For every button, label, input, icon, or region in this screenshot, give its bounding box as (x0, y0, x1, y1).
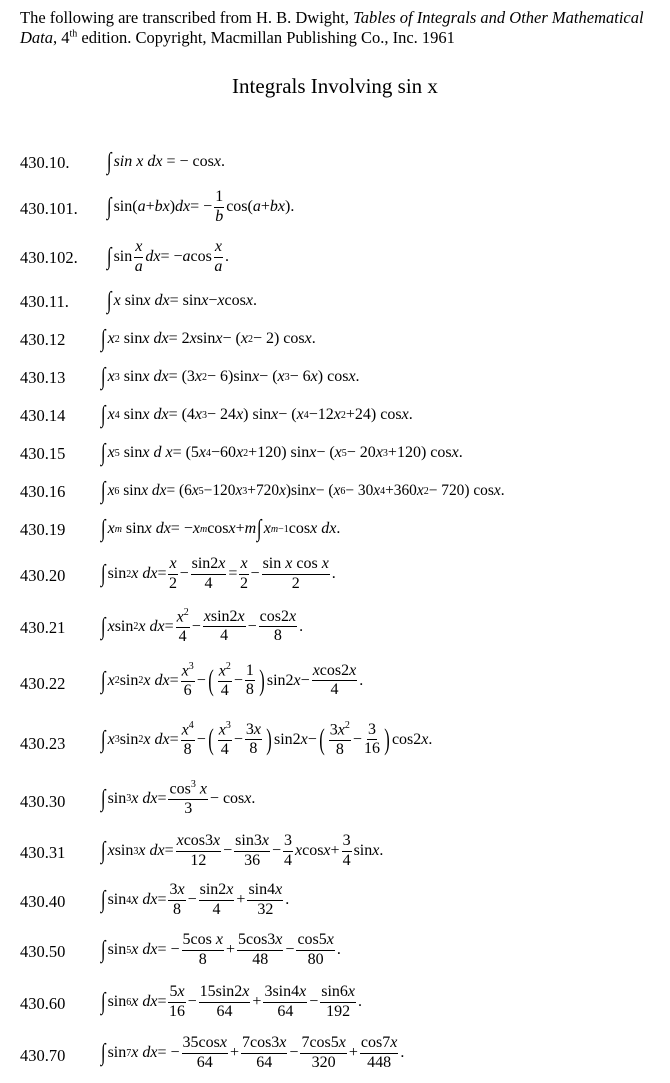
equation-formula: ∫ sin 5 x dx = − $\frac{\text{5cos x}}{8}$ + $\frac{5\cos 3x}{48}$ − $\frac{\cos 5x}{80}$ . (100, 931, 341, 968)
equation-number: 430.10. (20, 153, 70, 172)
equation-formula: ∫ x 3 sin x dx = (3 x 2 − 6)sin x − ( x 3 − 6 x ) cos x . (100, 364, 360, 390)
equation-formula: ∫ sin $\frac{x}{a}$ dx = − a cos $\frac{x}{a}$ . (106, 238, 229, 275)
edition-suffix: th (69, 28, 78, 40)
equation-formula: ∫ sin x dx = − cos x . (106, 149, 225, 175)
source-prefix: The following are transcribed from H. B. Dwight, (20, 8, 350, 27)
book-title: Tables of Integrals and Other Mathematical Data (20, 8, 644, 47)
equation-number: 430.40 (20, 892, 66, 911)
equation-number: 430.70 (20, 1046, 66, 1065)
source-suffix: edition. Copyright, Macmillan Publishing Co., Inc. 1961 (81, 28, 455, 47)
equation-formula: ∫ x 5 sin x d x = (5 x 4 −60 x 2 +120) sin x − ( x 5 − 20 x 3 +120) cos x . (100, 440, 463, 466)
equation-formula: ∫ sin 6 x dx = $\frac{5x}{16}$ − $\frac{15\sin 2x}{64}$ + $\frac{3\sin 4x}{64}$ − $\frac{\sin 6x}{192}$ . (100, 983, 363, 1020)
page-title: Integrals Involving sin x (232, 74, 438, 98)
equation-formula: ∫ x sin x dx = sin x − x cos x . (106, 288, 257, 314)
equation-formula: ∫ x 2 sin x dx = 2 x sin x − ( x 2 − 2) cos x . (100, 326, 316, 352)
equation-number: 430.13 (20, 368, 66, 387)
equation-formula: ∫ sin 3 x dx = $\frac{\cos^3 x}{3}$ − cos x . (100, 779, 256, 818)
equation-number: 430.60 (20, 994, 66, 1013)
equation-formula: ∫ x sin 3 x dx = $\frac{xcos3x}{12}$ − $\frac{\sin 3x}{36}$ − $\frac{3}{4}$ x cos x + $\frac{3}{4}$ sin x . (100, 832, 384, 869)
equation-number: 430.16 (20, 482, 66, 501)
equation-formula: ∫ x sin 2 x dx = $\frac{x^2}{4}$ − $\frac{xsin2x}{4}$ − $\frac{\cos 2x}{8}$ . (100, 607, 304, 646)
equation-number: 430.14 (20, 406, 66, 425)
source-note: The following are transcribed from H. B. Dwight, Tables of Integrals and Other Mathematical Data, 4th edition. Copyright, Macmillan Publishing Co., Inc. 1961 (20, 8, 644, 47)
equation-formula: ∫ sin 7 x dx = − $\frac{35\cos x}{64}$ + $\frac{7\cos 3x}{64}$ − $\frac{7\cos 5x}{320}$ + $\frac{\cos 7x}{448}$ . (100, 1034, 405, 1071)
equation-number: 430.11. (20, 292, 69, 311)
equation-number: 430.19 (20, 520, 66, 539)
edition-number: 4 (61, 28, 70, 47)
equation-formula: ∫ x 6 sin x dx = (6 x 5 −120 x 3 +720 x )sin x − ( x 6 − 30 x 4 +360 x 2 − 720) cos x . (100, 478, 505, 504)
equation-number: 430.21 (20, 618, 66, 637)
equation-number: 430.22 (20, 674, 66, 693)
equation-number: 430.20 (20, 566, 66, 585)
equation-number: 430.12 (20, 330, 66, 349)
equation-number: 430.101. (20, 199, 78, 218)
equation-formula: ∫ x m sin x dx = − x m cos x + m ∫ x m−1 cos x dx . (100, 516, 341, 542)
equation-formula: ∫ sin( a + bx ) dx = − $\frac{1}{b}$ cos( a + bx ). (106, 188, 295, 225)
equation-formula: ∫ sin 4 x dx = $\frac{3x}{8}$ − $\frac{\sin 2x}{4}$ + $\frac{\sin 4x}{32}$ . (100, 881, 290, 918)
equation-number: 430.23 (20, 734, 66, 753)
equation-formula: ∫ x 2 sin 2 x dx = $\frac{x^3}{6}$ − ( $\frac{x^2}{4}$ − $\frac{1}{8}$ ) sin2 x − $\frac{xcos2x}{4}$ . (100, 661, 364, 700)
equation-number: 430.31 (20, 843, 66, 862)
equation-number: 430.30 (20, 792, 66, 811)
equation-number: 430.15 (20, 444, 66, 463)
equation-formula: ∫ x 4 sin x dx = (4 x 3 − 24 x ) sin x − ( x 4 −12 x 2 +24) cos x . (100, 402, 413, 428)
equation-formula: ∫ sin 2 x dx = $\frac{x}{2}$ − $\frac{\sin 2x}{4}$ = $\frac{x}{2}$ − $\frac{\text{sin x cos x}}{2}$ . (100, 555, 336, 592)
equation-number: 430.102. (20, 248, 78, 267)
equation-number: 430.50 (20, 942, 66, 961)
equation-formula: ∫ x 3 sin 2 x dx = $\frac{x^4}{8}$ − ( $\frac{x^3}{4}$ − $\frac{3x}{8}$ ) sin2 x − ( $\frac{3x^2}{8}$ − $\frac{3}{16}$ ) cos2 x . (100, 720, 433, 759)
